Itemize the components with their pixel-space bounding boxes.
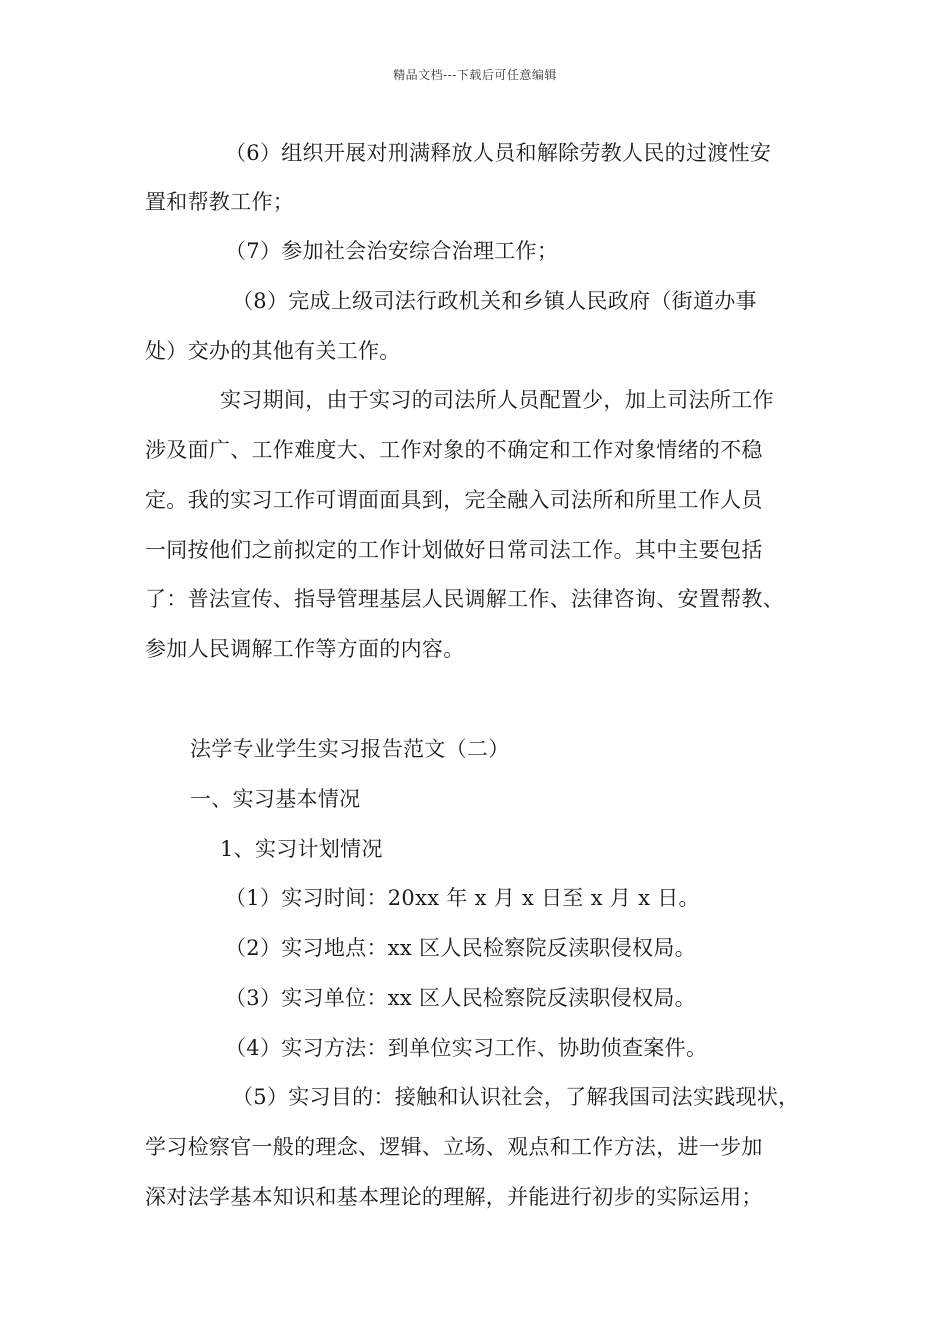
paragraph-line: 涉及面广、工作难度大、工作对象的不确定和工作对象情绪的不稳 <box>145 438 763 462</box>
section-heading: 一、实习基本情况 <box>190 787 361 811</box>
list-item: （1）实习时间：20xx 年 x 月 x 日至 x 月 x 日。 <box>225 886 700 910</box>
paragraph-line: （6）组织开展对刑满释放人员和解除劳教人民的过渡性安 <box>225 141 772 165</box>
paragraph-line: 了：普法宣传、指导管理基层人民调解工作、法律咨询、安置帮教、 <box>145 587 784 611</box>
list-item: （2）实习地点：xx 区人民检察院反渎职侵权局。 <box>225 936 696 960</box>
paragraph-line: 深对法学基本知识和基本理论的理解，并能进行初步的实际运用； <box>145 1185 763 1209</box>
paragraph-line: 实习期间，由于实习的司法所人员配置少，加上司法所工作 <box>220 388 774 412</box>
subsection-heading: 1、实习计划情况 <box>220 837 383 861</box>
paragraph-line: 一同按他们之前拟定的工作计划做好日常司法工作。其中主要包括 <box>145 538 763 562</box>
paragraph-line: 参加人民调解工作等方面的内容。 <box>145 637 465 661</box>
paragraph-line: 置和帮教工作； <box>145 190 295 214</box>
paragraph-line: （7）参加社会治安综合治理工作； <box>225 239 559 263</box>
paragraph-line: 定。我的实习工作可谓面面具到，完全融入司法所和所里工作人员 <box>145 488 763 512</box>
list-item: （5）实习目的：接触和认识社会，了解我国司法实践现状， <box>232 1085 800 1109</box>
paragraph-line: 学习检察官一般的理念、逻辑、立场、观点和工作方法，进一步加 <box>145 1135 763 1159</box>
paragraph-line: 处）交办的其他有关工作。 <box>145 339 401 363</box>
list-item: （3）实习单位：xx 区人民检察院反渎职侵权局。 <box>225 986 696 1010</box>
list-item: （4）实习方法：到单位实习工作、协助侦查案件。 <box>225 1036 708 1060</box>
section-title: 法学专业学生实习报告范文（二） <box>190 737 510 761</box>
header-note: 精品文档---下载后可任意编辑 <box>393 68 557 82</box>
paragraph-line: （8）完成上级司法行政机关和乡镇人民政府（街道办事 <box>232 289 757 313</box>
